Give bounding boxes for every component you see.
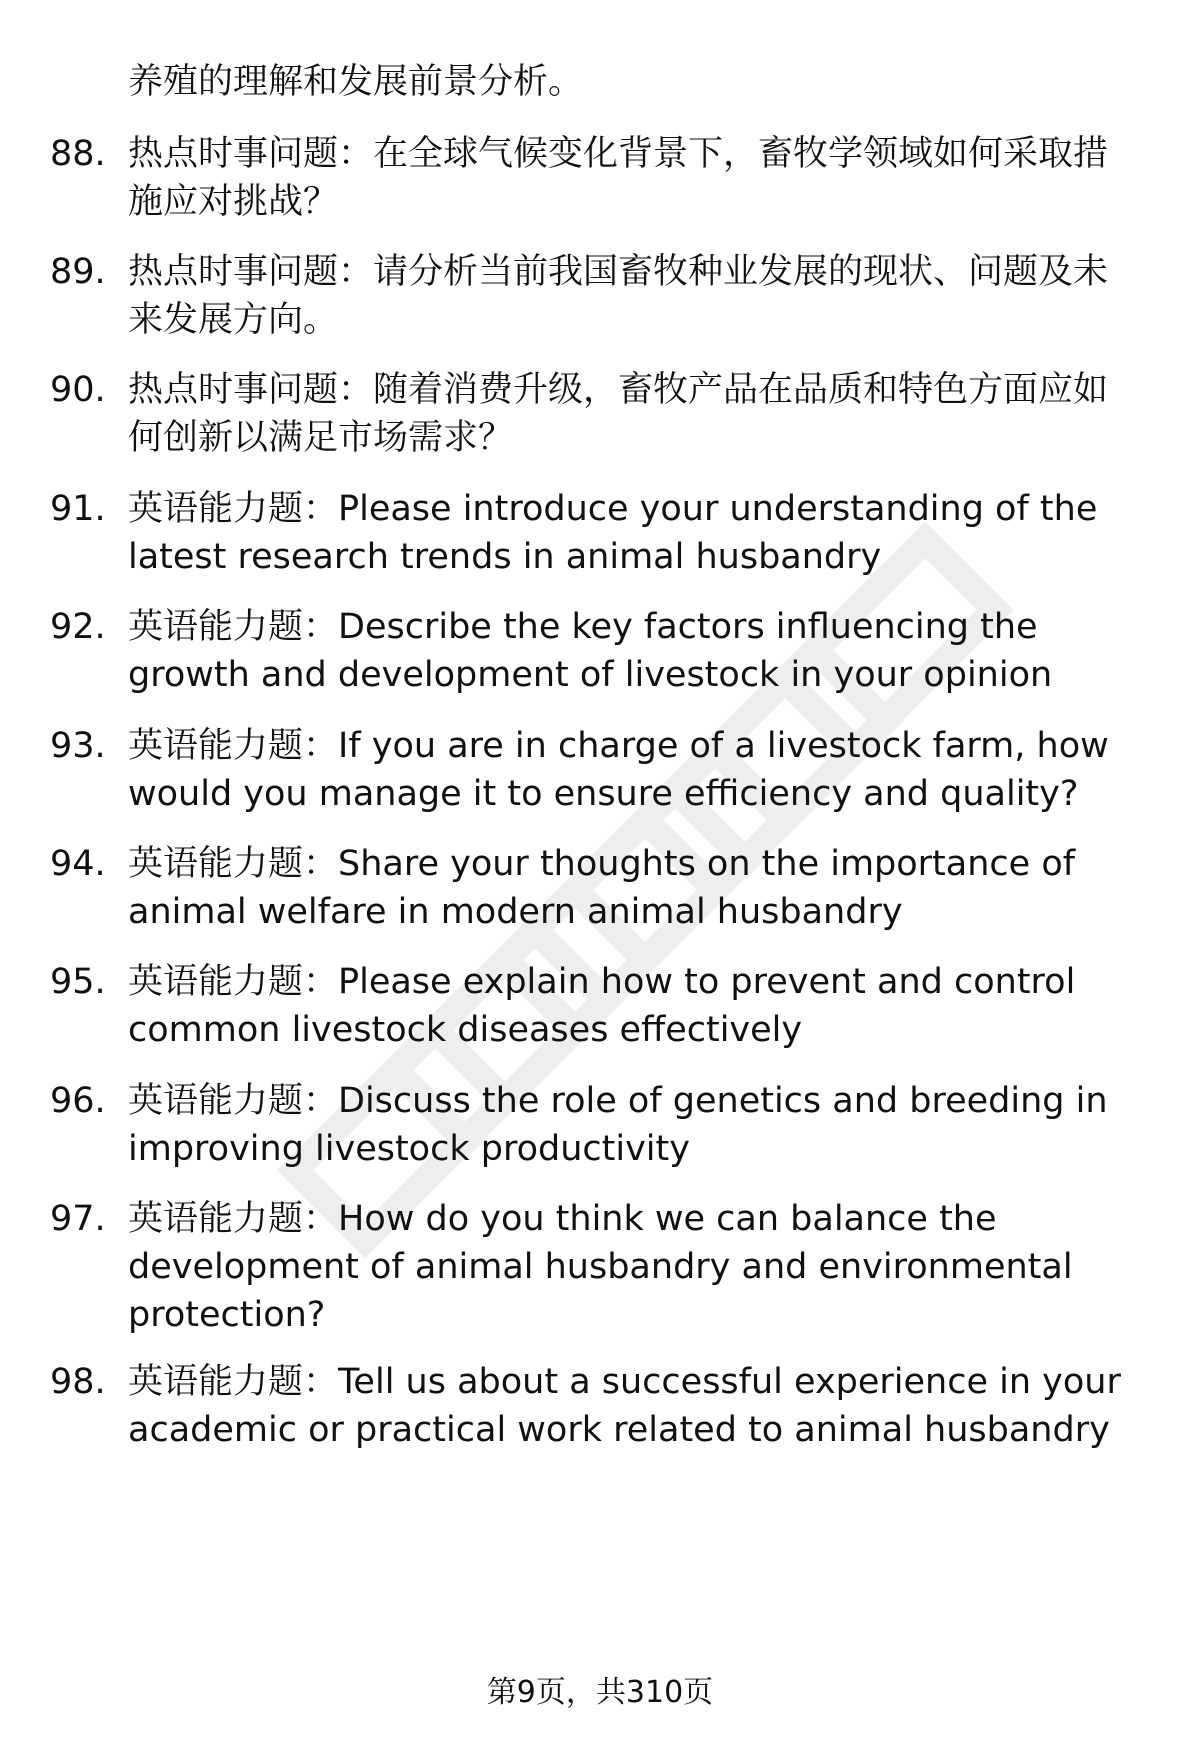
item-text: 英语能力题：If you are in charge of a livestock farm, how would you manage it to ensure efficiency and quality? (128, 726, 1109, 814)
item-text: 英语能力题：How do you think we can balance the development of animal husbandry and environmental protection? (128, 1199, 1073, 1335)
item-text: 英语能力题：Share your thoughts on the importance of animal welfare in modern animal husbandry (128, 844, 1076, 932)
item-number: 98. (50, 1362, 106, 1402)
item-number: 89. (50, 252, 106, 292)
page-number-footer: 第9页，共310页 (486, 1675, 714, 1710)
continued-text: 养殖的理解和发展前景分析。 (128, 62, 584, 102)
item-number: 94. (50, 844, 106, 884)
item-text: 英语能力题：Describe the key factors influencing the growth and development of livestock in your opinion (128, 607, 1053, 695)
item-number: 91. (50, 489, 106, 529)
item-number: 92. (50, 607, 106, 647)
item-number: 96. (50, 1081, 106, 1121)
item-text: 热点时事问题：请分析当前我国畜牧种业发展的现状、问题及未来发展方向。 (128, 252, 1109, 340)
item-number: 93. (50, 726, 106, 766)
item-text: 英语能力题：Discuss the role of genetics and breeding in improving livestock productivity (128, 1081, 1108, 1169)
item-number: 95. (50, 962, 106, 1002)
item-number: 97. (50, 1199, 106, 1239)
item-text: 英语能力题：Please explain how to prevent and control common livestock diseases effectively (128, 962, 1076, 1050)
item-number: 88. (50, 134, 106, 174)
item-number: 90. (50, 370, 106, 410)
item-text: 英语能力题：Please introduce your understanding of the latest research trends in animal husbandry (128, 489, 1098, 577)
item-text: 英语能力题：Tell us about a successful experience in your academic or practical work related to animal husbandry (128, 1362, 1121, 1450)
item-text: 热点时事问题：随着消费升级，畜牧产品在品质和特色方面应如何创新以满足市场需求？ (128, 370, 1109, 458)
item-text: 热点时事问题：在全球气候变化背景下，畜牧学领域如何采取措施应对挑战？ (128, 134, 1109, 222)
